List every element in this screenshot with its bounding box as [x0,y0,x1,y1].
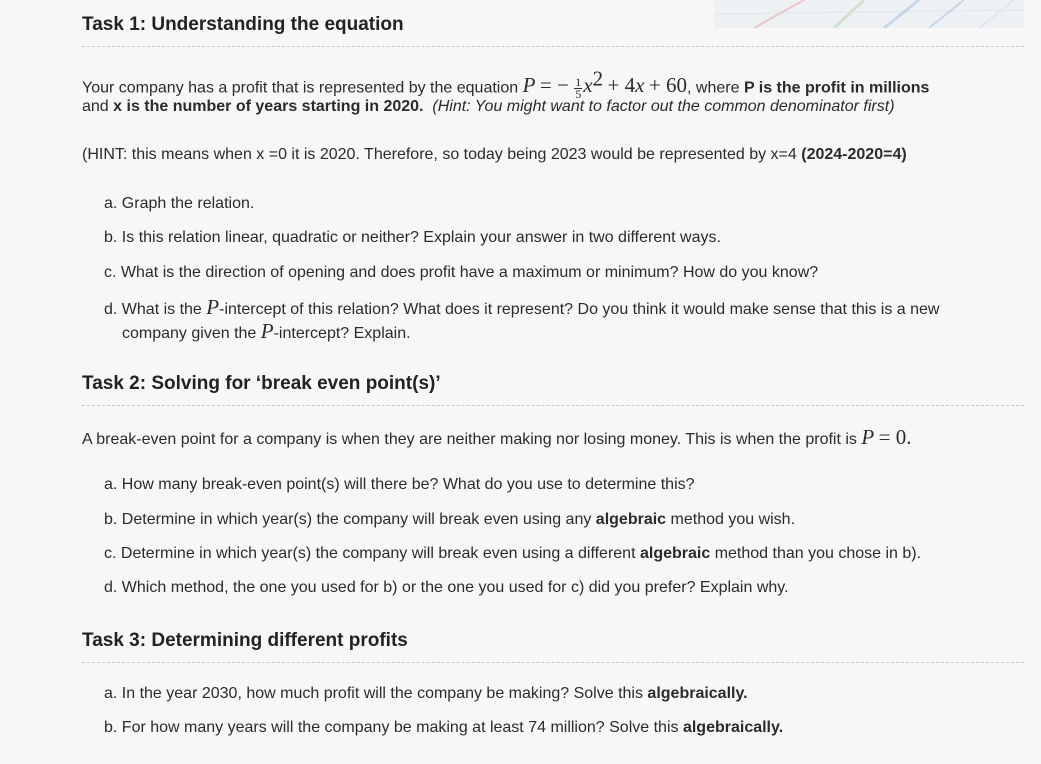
task3-divider [82,662,1024,663]
profit-equation: P = − $\frac{1}{5}$ $x^2 + 4x + 60$ [522,67,688,101]
task2-item-b: b. Determine in which year(s) the company will break even using any algebraic method you wish. [104,511,796,528]
task1-item-d-cont: company given the P-intercept? Explain. [122,319,411,343]
task2-item-c: c. Determine in which year(s) the company will break even using a different algebraic method than you chose in b). [104,545,922,562]
task3-item-b: b. For how many years will the company be making at least 74 million? Solve this algebraically. [104,719,784,736]
task1-item-c: c. What is the direction of opening and does profit have a maximum or minimum? How do you know? [104,264,819,281]
x-definition: x is the number of years starting in 2020. [113,98,424,115]
task1-heading: Task 1: Understanding the equation [82,14,404,35]
task3-heading: Task 3: Determining different profits [82,630,408,651]
task1-item-b: b. Is this relation linear, quadratic or neither? Explain your answer in two different ways. [104,229,721,246]
task2-heading: Task 2: Solving for ‘break even point(s)’ [82,373,441,394]
decorative-graph-image [714,0,1024,28]
task1-item-a: a. Graph the relation. [104,195,255,212]
task2-item-d: d. Which method, the one you used for b) or the one you used for c) did you prefer? Explain why. [104,579,789,596]
task1-divider [82,46,1024,47]
task1-item-d: d. What is the P-intercept of this relation? What does it represent? Do you think it would make sense that this is a new [104,295,940,319]
task3-item-a: a. In the year 2030, how much profit will the company be making? Solve this algebraically. [104,685,748,702]
year-hint: (HINT: this means when x =0 it is 2020. Therefore, so today being 2023 would be represented by x=4 (2024-2020=4) [82,146,907,163]
task2-item-a: a. How many break-even point(s) will there be? What do you use to determine this? [104,476,695,493]
task2-divider [82,405,1024,406]
factor-hint: (Hint: You might want to factor out the common denominator first) [432,98,895,115]
task1-intro-line2: and x is the number of years starting in 2020. (Hint: You might want to factor out the common denominator first) [82,98,895,115]
task1-intro-pre: Your company has a profit that is represented by the equation [82,79,519,97]
profit-definition: P is the profit in millions [743,79,930,97]
task1-intro-line1: Your company has a profit that is represented by the equation P = − $\frac{1}{5}$ $x^2 + 4x + 60$, where P is the profit in millions [82,67,930,101]
task2-intro: A break-even point for a company is when they are neither making nor losing money. This is when the profit is P = 0. [82,425,912,449]
